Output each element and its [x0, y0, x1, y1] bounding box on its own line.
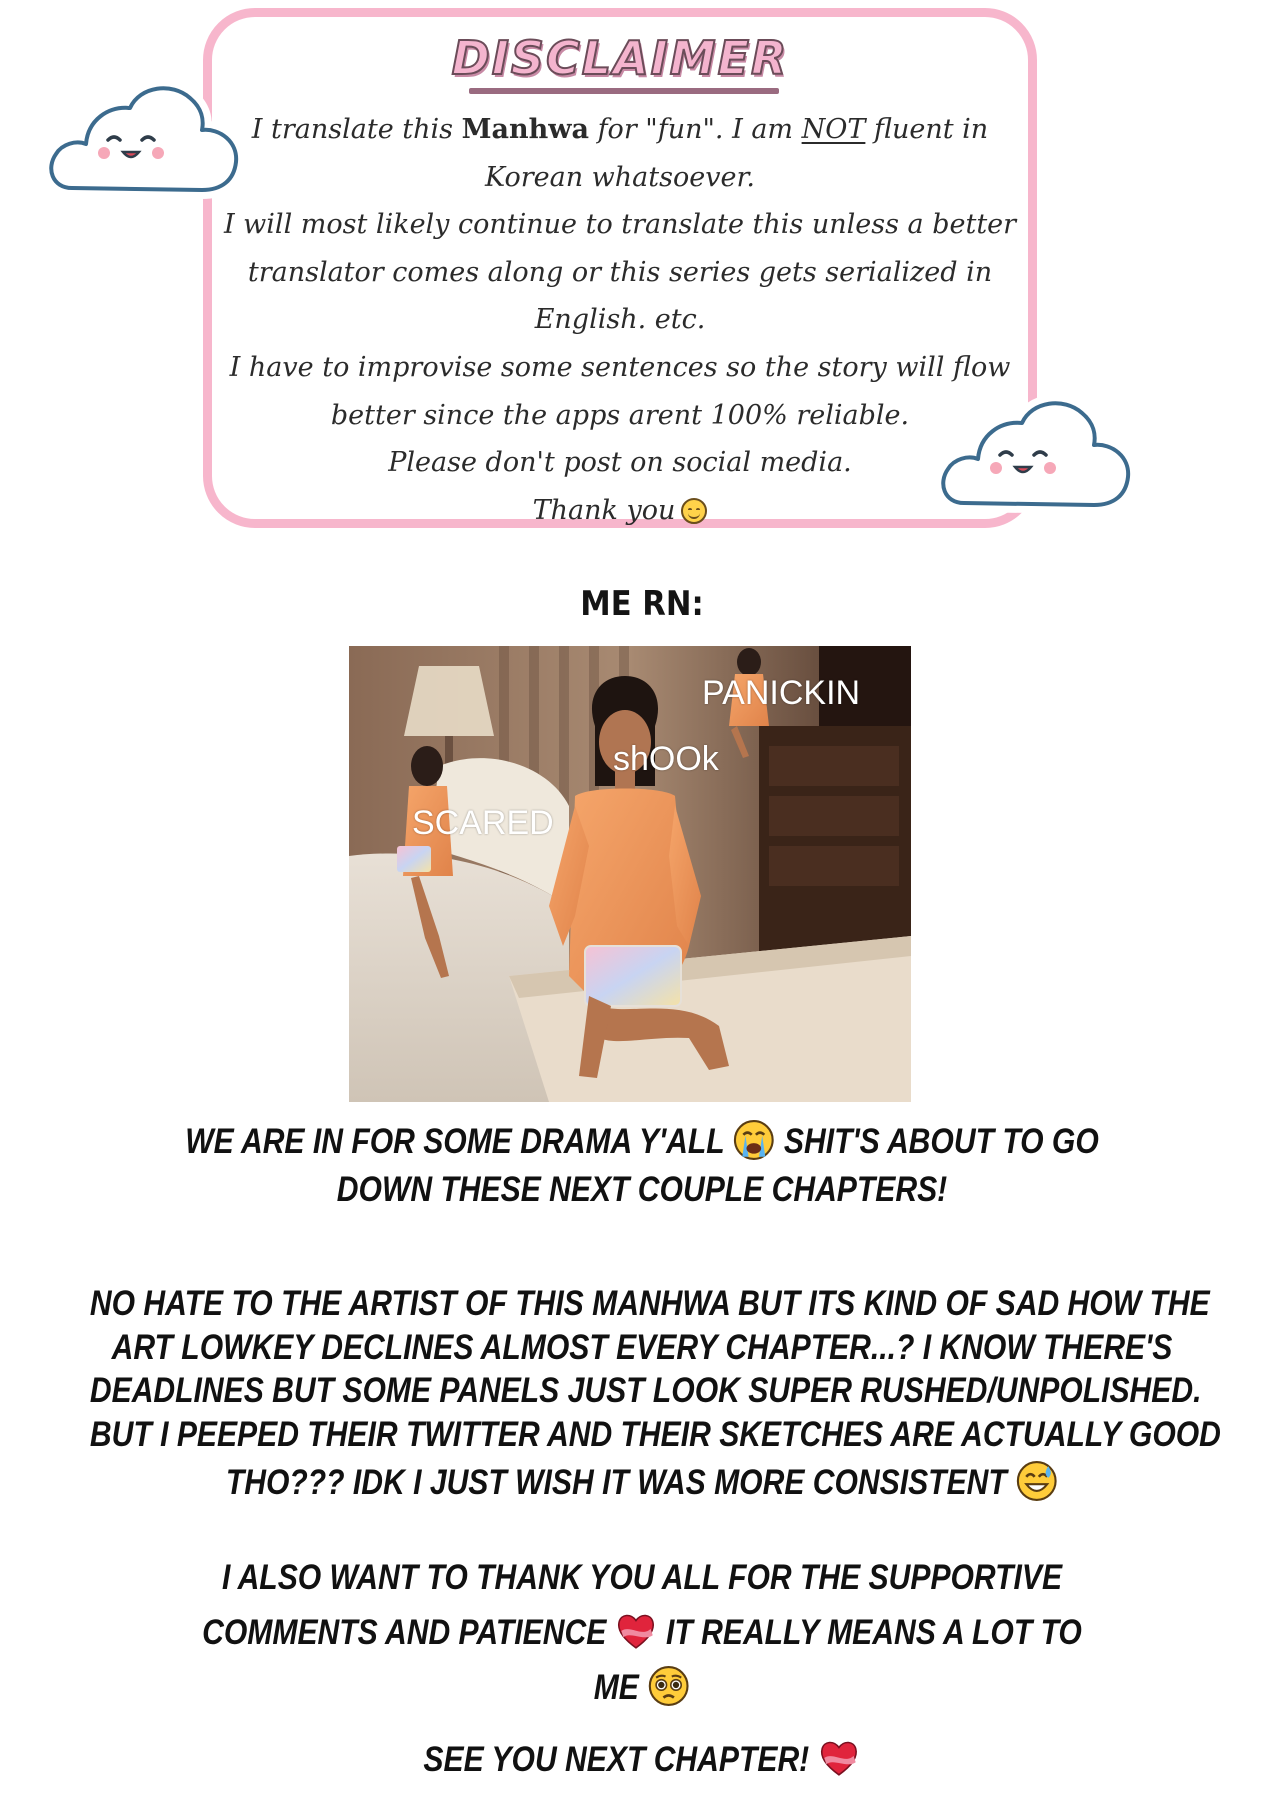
- paragraph-drama: [90, 1118, 1194, 1214]
- me-rn-heading: ME RN:: [580, 584, 704, 624]
- disclaimer-title-underline: [469, 88, 779, 94]
- paragraph-drama-line-1: WE ARE IN FOR SOME DRAMA Y'ALL SHIT'S ABOUT TO GO: [90, 1118, 1194, 1166]
- loudly-crying-face-icon: [733, 1119, 775, 1161]
- paragraph-thanks-line-2: COMMENTS AND PATIENCE IT REALLY MEANS A LOT TO: [90, 1605, 1194, 1660]
- disclaimer-line-3: I will most likely continue to translate this unless a better: [223, 209, 1017, 241]
- disclaimer-line-7: better since the apps arent 100% reliable.: [330, 399, 910, 431]
- pleading-face-icon: [648, 1665, 690, 1707]
- disclaimer-line-5: English. etc.: [534, 304, 706, 336]
- paragraph-artist: [89, 1282, 1221, 1505]
- disclaimer-line-1: I translate this Manhwa for "fun". I am NOT fluent in: [251, 114, 989, 145]
- paragraph-see-you-line-1: SEE YOU NEXT CHAPTER!: [90, 1736, 1194, 1784]
- heart-with-ribbon-icon: [818, 1737, 860, 1779]
- disclaimer-line-6: I have to improvise some sentences so the story will flow: [229, 351, 1011, 383]
- paragraph-artist-line-5: THO??? IDK I JUST WISH IT WAS MORE CONSISTENT: [90, 1460, 1194, 1505]
- paragraph-artist-line-4: BUT I PEEPED THEIR TWITTER AND THEIR SKETCHES ARE ACTUALLY GOOD: [89, 1414, 1221, 1454]
- meme-illustration: [349, 646, 911, 1102]
- paragraph-artist-line-1: NO HATE TO THE ARTIST OF THIS MANHWA BUT ITS KIND OF SAD HOW THE: [89, 1284, 1210, 1323]
- paragraph-artist-line-2: ART LOWKEY DECLINES ALMOST EVERY CHAPTER...? I KNOW THERE'S: [111, 1327, 1173, 1367]
- disclaimer-line-8: Please don't post on social media.: [388, 447, 852, 479]
- meme-image: [349, 646, 911, 1102]
- meme-label-scared: SCARED: [412, 804, 554, 842]
- cloud-right-icon: [934, 383, 1134, 513]
- meme-label-shook: shOOk: [613, 740, 719, 778]
- disclaimer-line-4: translator comes along or this series gets serialized in: [247, 256, 993, 288]
- paragraph-artist-line-3: DEADLINES BUT SOME PANELS JUST LOOK SUPER RUSHED/UNPOLISHED.: [89, 1371, 1202, 1410]
- disclaimer-box: [203, 8, 1037, 528]
- disclaimer-title: DISCLAIMER: [451, 31, 789, 85]
- paragraph-thanks-line-1: I ALSO WANT TO THANK YOU ALL FOR THE SUPPORTIVE: [221, 1558, 1063, 1597]
- disclaimer-line-9: Thank you: [212, 487, 1028, 535]
- smiling-face-icon: [681, 498, 707, 524]
- meme-label-panickin: PANICKIN: [702, 674, 861, 712]
- disclaimer-text: [212, 106, 1028, 534]
- paragraph-thanks-line-3: ME: [90, 1660, 1194, 1715]
- cloud-left-icon: [42, 68, 242, 198]
- paragraph-thanks: [90, 1550, 1194, 1715]
- paragraph-drama-line-2: DOWN THESE NEXT COUPLE CHAPTERS!: [336, 1170, 948, 1209]
- paragraph-see-you: [90, 1736, 1194, 1784]
- disclaimer-line-2: Korean whatsoever.: [485, 161, 755, 193]
- heart-with-ribbon-icon: [615, 1610, 657, 1652]
- grinning-face-with-sweat-icon: [1016, 1460, 1058, 1502]
